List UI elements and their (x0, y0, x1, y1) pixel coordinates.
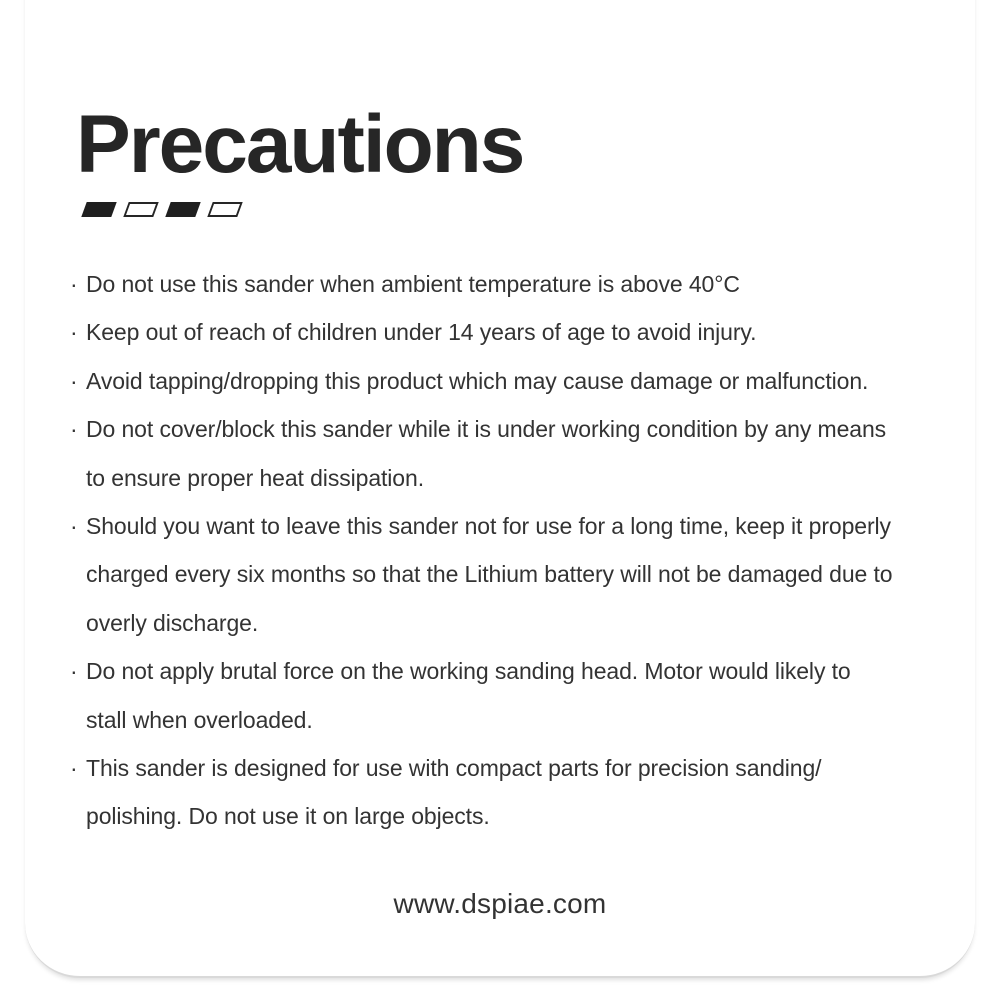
precaution-item (70, 308, 980, 356)
bullet-dot: · (70, 416, 78, 443)
bullet-dot: · (70, 755, 78, 782)
precaution-item (70, 647, 980, 744)
precaution-list (70, 260, 980, 841)
title-divider-shapes (84, 202, 240, 217)
precaution-line: Avoid tapping/dropping this product which may cause damage or malfunction. (86, 367, 869, 394)
precaution-line: Do not apply brutal force on the working sanding head. Motor would likely to (86, 658, 851, 685)
parallelogram-filled-icon (81, 202, 116, 217)
precaution-item (70, 502, 980, 647)
precaution-line: overly discharge. (86, 609, 259, 636)
parallelogram-outline-icon (207, 202, 242, 217)
precaution-line: to ensure proper heat dissipation. (86, 464, 424, 491)
parallelogram-outline-icon (123, 202, 158, 217)
precaution-line: stall when overloaded. (86, 706, 313, 733)
precaution-line: charged every six months so that the Lithium battery will not be damaged due to (86, 561, 893, 588)
precaution-line: This sander is designed for use with compact parts for precision sanding/ (86, 755, 822, 782)
bullet-dot: · (70, 367, 78, 394)
website-url: www.dspiae.com (393, 888, 607, 919)
bullet-dot: · (70, 658, 78, 685)
precaution-line: Should you want to leave this sander not for use for a long time, keep it properly (86, 513, 891, 540)
bullet-dot: · (70, 319, 78, 346)
precaution-line: Keep out of reach of children under 14 years of age to avoid injury. (86, 319, 757, 346)
precaution-line: Do not use this sander when ambient temperature is above 40°C (86, 271, 740, 297)
page-title: Precautions (76, 99, 524, 190)
precaution-line: polishing. Do not use it on large objects. (86, 803, 490, 830)
precaution-item (70, 260, 980, 308)
bullet-dot: · (70, 271, 78, 297)
precaution-item (70, 405, 980, 502)
precaution-item (70, 357, 980, 405)
precaution-line: Do not cover/block this sander while it is under working condition by any means (86, 416, 887, 443)
parallelogram-filled-icon (165, 202, 200, 217)
bullet-dot: · (70, 513, 78, 540)
precaution-item (70, 744, 980, 841)
